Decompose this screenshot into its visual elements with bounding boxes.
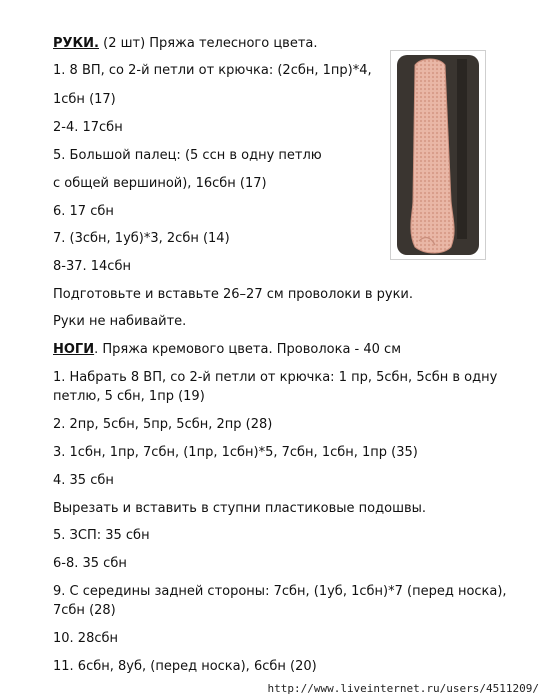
legs-line: 3. 1сбн, 1пр, 7сбн, (1пр, 1сбн)*5, 7сбн, 1сбн, 1пр (35) bbox=[53, 445, 418, 460]
source-url: http://www.liveinternet.ru/users/4511209/ bbox=[267, 682, 539, 695]
legs-line: 9. С середины задней стороны: 7сбн, (1уб, 1сбн)*7 (перед носка), bbox=[53, 584, 507, 599]
arms-line: 8-37. 14сбн bbox=[53, 259, 131, 274]
arms-line: 1сбн (17) bbox=[53, 92, 116, 107]
arms-title-line bbox=[53, 36, 318, 52]
crochet-arm-illustration bbox=[391, 51, 485, 259]
wire-shadow bbox=[457, 59, 467, 239]
arms-line: 2-4. 17сбн bbox=[53, 120, 123, 135]
legs-intro: . Пряжа кремового цвета. Проволока - 40 см bbox=[94, 342, 401, 357]
arms-heading: РУКИ. bbox=[53, 36, 99, 51]
arms-line: 5. Большой палец: (5 ссн в одну петлю bbox=[53, 148, 322, 163]
arms-line: Руки не набивайте. bbox=[53, 314, 187, 329]
legs-line: 11. 6сбн, 8уб, (перед носка), 6сбн (20) bbox=[53, 659, 317, 674]
crochet-arm-photo bbox=[390, 50, 486, 260]
legs-line: 6-8. 35 сбн bbox=[53, 556, 127, 571]
arms-line: 1. 8 ВП, со 2-й петли от крючка: (2сбн, 1пр)*4, bbox=[53, 63, 372, 78]
legs-line: Вырезать и вставить в ступни пластиковые подошвы. bbox=[53, 501, 427, 516]
arms-line: Подготовьте и вставьте 26–27 см проволоки в руки. bbox=[53, 287, 414, 302]
arms-intro: (2 шт) Пряжа телесного цвета. bbox=[99, 36, 318, 51]
legs-line: 1. Набрать 8 ВП, со 2-й петли от крючка: 1 пр, 5сбн, 5сбн в одну bbox=[53, 370, 498, 385]
arms-line: 6. 17 сбн bbox=[53, 204, 114, 219]
legs-heading: НОГИ bbox=[53, 342, 95, 357]
arms-line: с общей вершиной), 16сбн (17) bbox=[53, 176, 267, 191]
legs-line: петлю, 5 сбн, 1пр (19) bbox=[53, 389, 205, 404]
legs-line: 10. 28сбн bbox=[53, 631, 119, 646]
legs-title-line bbox=[53, 342, 401, 358]
legs-line: 4. 35 сбн bbox=[53, 473, 114, 488]
arms-line: 7. (3сбн, 1уб)*3, 2сбн (14) bbox=[53, 231, 230, 246]
legs-line: 7сбн (28) bbox=[53, 603, 116, 618]
legs-line: 2. 2пр, 5сбн, 5пр, 5сбн, 2пр (28) bbox=[53, 417, 273, 432]
legs-line: 5. ЗСП: 35 сбн bbox=[53, 528, 150, 543]
